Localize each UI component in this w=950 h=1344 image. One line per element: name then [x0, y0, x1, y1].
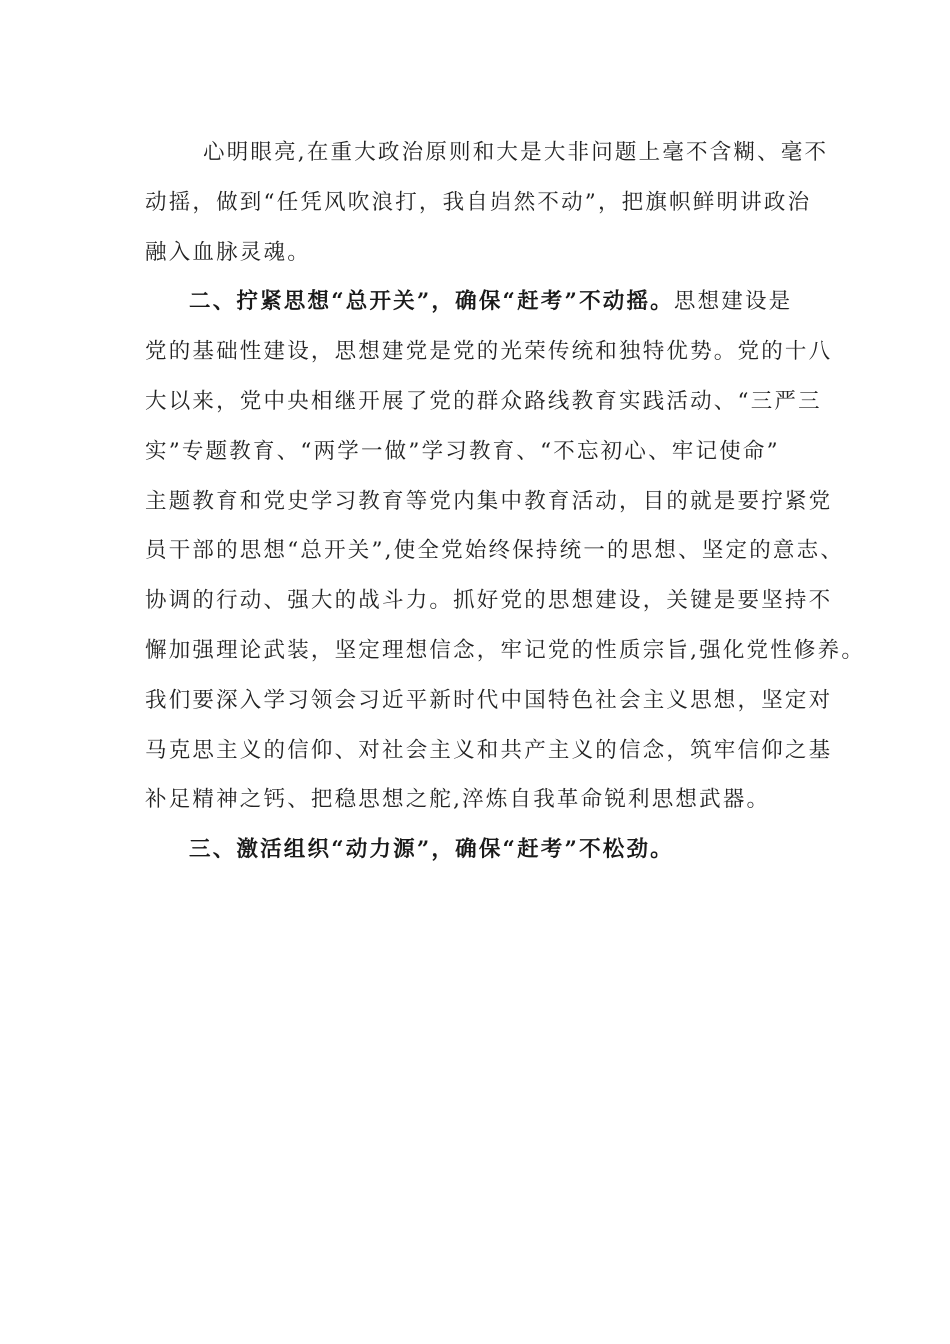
paragraph-3	[145, 825, 825, 875]
paragraph-1-line-3: 融入血脉灵魂。	[145, 239, 311, 265]
paragraph-2-line-8: 懈加强理论武装，坚定理想信念，牢记党的性质宗旨,强化党性修养。	[145, 637, 866, 663]
paragraph-2-line-4: 实”专题教育、“两学一做”学习教育、“不忘初心、牢记使命”	[145, 438, 780, 464]
document-body	[145, 128, 866, 875]
paragraph-1-line-1: 心明眼亮,在重大政治原则和大是大非问题上毫不含糊、毫不	[203, 140, 829, 165]
paragraph-2-line-11: 补足精神之钙、把稳思想之舵,淬炼自我革命锐利思想武器。	[145, 787, 771, 813]
paragraph-2-line-7: 协调的行动、强大的战斗力。抓好党的思想建设，关键是要坚持不	[145, 588, 833, 614]
paragraph-2-line-9: 我们要深入学习领会习近平新时代中国特色社会主义思想，坚定对	[145, 687, 833, 713]
section-heading-3: 三、激活组织“动力源”，确保“赶考”不松劲。	[189, 837, 674, 863]
paragraph-2-line-6: 员干部的思想“总开关”,使全党始终保持统一的思想、坚定的意志、	[145, 538, 845, 564]
paragraph-2-line-2: 党的基础性建设，思想建党是党的光荣传统和独特优势。党的十八	[145, 339, 833, 365]
paragraph-1-line-2: 动摇，做到“任凭风吹浪打，我自岿然不动”，把旗帜鲜明讲政治	[145, 189, 812, 215]
paragraph-2	[145, 277, 866, 825]
paragraph-2-line-3: 大以来，党中央相继开展了党的群众路线教育实践活动、“三严三	[145, 388, 822, 414]
paragraph-2-line-10: 马克思主义的信仰、对社会主义和共产主义的信念，筑牢信仰之基	[145, 737, 833, 763]
paragraph-2-first-line-text: 思想建设是	[673, 289, 793, 315]
paragraph-2-first-line	[145, 277, 825, 327]
section-heading-2: 二、拧紧思想“总开关”，确保“赶考”不动摇。	[189, 289, 674, 315]
paragraph-2-line-5: 主题教育和党史学习教育等党内集中教育活动，目的就是要拧紧党	[145, 488, 833, 514]
paragraph-1	[145, 128, 829, 277]
